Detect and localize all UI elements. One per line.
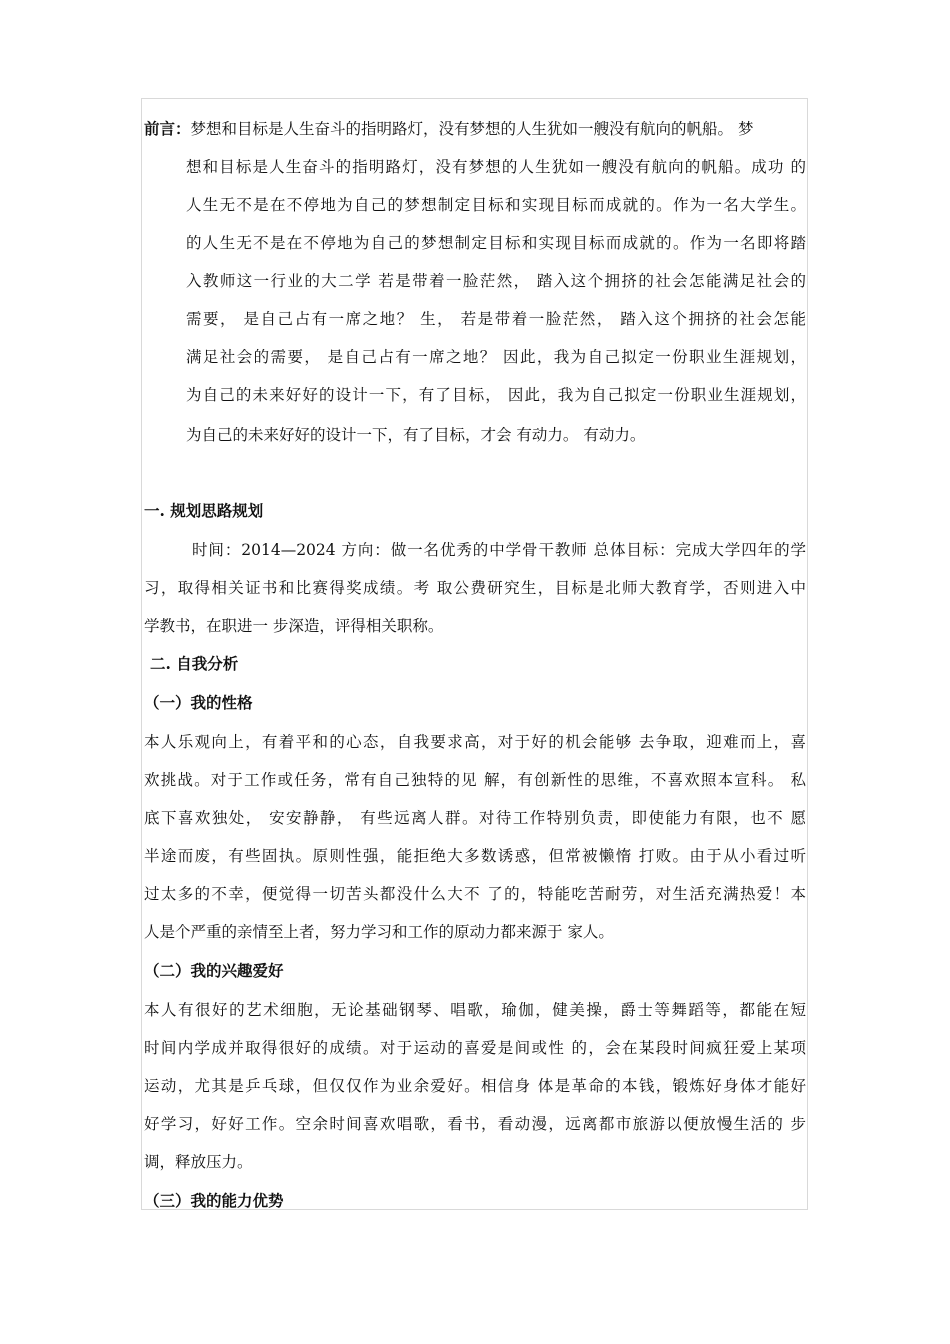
subsection-heading: （二）我的兴趣爱好 [144, 961, 284, 980]
preface-first-line [144, 119, 806, 139]
preface-line: 的人生无不是在不停地为自己的梦想制定目标和实现目标而成就的。作为一名即将踏 [186, 234, 806, 252]
paragraph-line: 习，取得相关证书和比赛得奖成绩。考 取公费研究生，目标是北师大教育学，否则进入中 [144, 579, 806, 597]
subsection-heading: （一）我的性格 [144, 693, 253, 712]
paragraph-line: 欢挑战。对于工作或任务，常有自己独特的见 解，有创新性的思维，不喜欢照本宣科。 私 [144, 771, 806, 789]
preface-line: 入教师这一行业的大二学 若是带着一脸茫然， 踏入这个拥挤的社会怎能满足社会的 [186, 272, 806, 290]
section-heading: 一. 规划思路规划 [144, 501, 264, 520]
paragraph-line: 好学习，好好工作。空余时间喜欢唱歌，看书，看动漫，远离都市旅游以便放慢生活的 步 [144, 1115, 806, 1133]
paragraph-line: 本人有很好的艺术细胞，无论基础钢琴、唱歌，瑜伽，健美操，爵士等舞蹈等，都能在短 [144, 1001, 806, 1019]
paragraph-line: 运动，尤其是乒乓球，但仅仅作为业余爱好。相信身 体是革命的本钱，锻炼好身体才能好 [144, 1077, 806, 1095]
paragraph-line: 本人乐观向上，有着平和的心态，自我要求高，对于好的机会能够 去争取，迎难而上，喜 [144, 733, 806, 751]
preface-line: 需要， 是自己占有一席之地？ 生， 若是带着一脸茫然， 踏入这个拥挤的社会怎能 [186, 310, 806, 328]
section-heading: 二. 自我分析 [150, 654, 239, 673]
paragraph-line: 学教书，在职进一 步深造，评得相关职称。 [144, 617, 444, 635]
paragraph-line: 底下喜欢独处， 安安静静， 有些远离人群。对待工作特别负责，即使能力有限，也不 愿 [144, 809, 806, 827]
paragraph-line: 人是个严重的亲情至上者，努力学习和工作的原动力都来源于 家人。 [144, 923, 614, 941]
preface-line: 满足社会的需要， 是自己占有一席之地？ 因此，我为自己拟定一份职业生涯规划， [186, 348, 806, 366]
paragraph-line: 半途而废，有些固执。原则性强，能拒绝大多数诱惑，但常被懒惰 打败。由于从小看过听 [144, 847, 806, 865]
subsection-heading: （三）我的能力优势 [144, 1191, 284, 1210]
preface-line: 想和目标是人生奋斗的指明路灯，没有梦想的人生犹如一艘没有航向的帆船。成功 的 [186, 158, 806, 176]
preface-first-text: 梦想和目标是人生奋斗的指明路灯，没有梦想的人生犹如一艘没有航向的帆船。 梦 [190, 120, 754, 138]
preface-line: 为自己的未来好好的设计一下，有了目标， 因此，我为自己拟定一份职业生涯规划， [186, 386, 806, 404]
paragraph-line: 过太多的不幸，便觉得一切苦头都没什么大不 了的，特能吃苦耐劳，对生活充满热爱！本 [144, 885, 806, 903]
paragraph-line: 调，释放压力。 [144, 1153, 253, 1171]
paragraph-line: 时间内学成并取得很好的成绩。对于运动的喜爱是间或性 的，会在某段时间疯狂爱上某项 [144, 1039, 806, 1057]
preface-line: 人生无不是在不停地为自己的梦想制定目标和实现目标而成就的。作为一名大学生。 [186, 196, 806, 214]
preface-line: 为自己的未来好好的设计一下，有了目标，才会 有动力。 有动力。 [186, 426, 646, 444]
preface-label: 前言： [144, 119, 191, 138]
paragraph-line: 时间：2014—2024 方向：做一名优秀的中学骨干教师 总体目标：完成大学四年的学 [192, 541, 806, 559]
